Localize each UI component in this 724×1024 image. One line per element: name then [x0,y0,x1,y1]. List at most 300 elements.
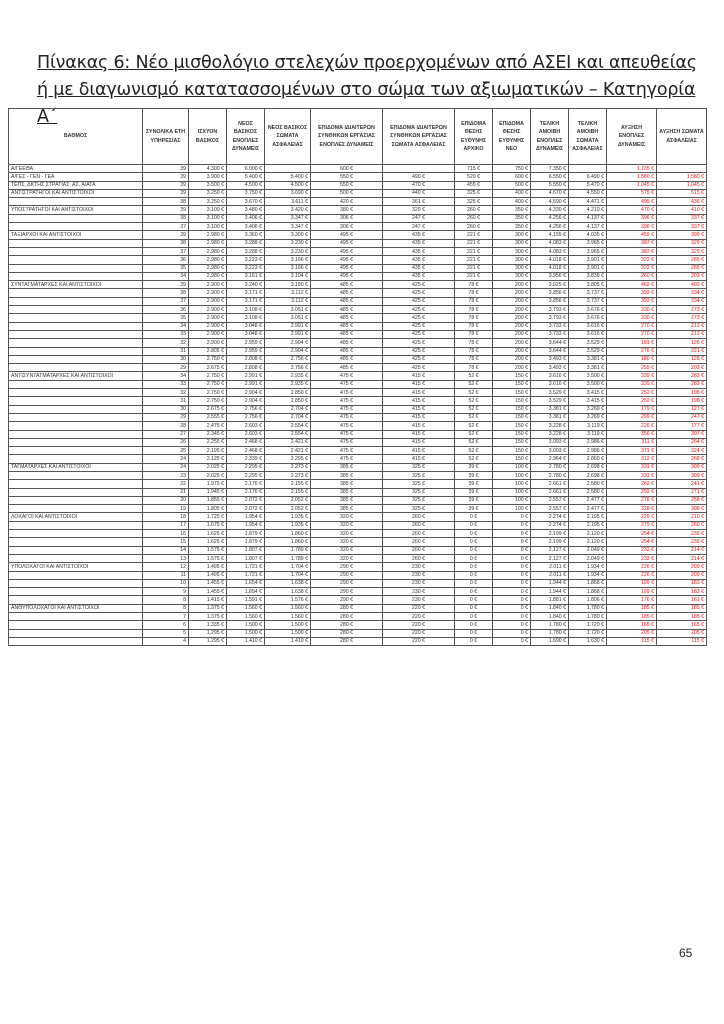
increase-cell: 334 € [657,297,707,305]
value-cell: 2.421 € [265,438,311,446]
value-cell: 100 € [493,488,531,496]
value-cell: 3.901 € [569,264,607,272]
value-cell: 4.590 € [531,198,569,206]
value-cell: 1.944 € [531,579,569,587]
value-cell: 300 € [493,231,531,239]
value-cell: 475 € [311,455,383,463]
value-cell: 415 € [383,455,455,463]
column-header: ΕΠΙΔΟΜΑ ΙΔΙΑΙΤΕΡΩΝ ΣΥΝΘΗΚΩΝ ΕΡΓΑΣΙΑΣ ΣΩΜΑΤΑ ΑΣΦΑΛΕΙΑΣ [383,109,455,165]
value-cell: 39 € [455,496,493,504]
value-cell: 2.780 € [531,471,569,479]
value-cell: 350 € [493,214,531,222]
value-cell: 39 € [455,505,493,513]
value-cell: 15 [143,538,189,546]
value-cell: 495 € [311,231,383,239]
value-cell: 3.611 € [265,198,311,206]
increase-cell: 210 € [657,513,707,521]
rank-cell [9,214,143,222]
table-row [9,447,707,455]
increase-cell: 1.045 € [607,181,657,189]
value-cell: 33 [143,380,189,388]
value-cell: 3.839 € [569,272,607,280]
value-cell: 2.255 € [189,438,227,446]
increase-cell: 115 € [657,637,707,645]
table-row [9,546,707,554]
value-cell: 7 [143,613,189,621]
value-cell: 300 € [493,272,531,280]
increase-cell: 337 € [657,214,707,222]
increase-cell: 128 € [657,355,707,363]
value-cell: 4.500 € [265,181,311,189]
increase-cell: 183 € [657,588,707,596]
increase-cell: 185 € [657,604,707,612]
increase-cell: 265 € [657,264,707,272]
table-row [9,629,707,637]
value-cell: 200 € [493,347,531,355]
page-number: 65 [679,946,693,960]
value-cell: 4.256 € [531,223,569,231]
increase-cell: 328 € [607,505,657,513]
value-cell: 8 [143,604,189,612]
value-cell: 320 € [311,513,383,521]
rank-cell [9,306,143,314]
value-cell: 325 € [383,480,455,488]
value-cell: 2.273 € [265,471,311,479]
increase-cell: 258 € [657,496,707,504]
increase-cell: 283 € [657,372,707,380]
table-row [9,223,707,231]
table-row [9,297,707,305]
value-cell: 2.155 € [265,488,311,496]
value-cell: 3.644 € [531,339,569,347]
rank-cell: ΥΠΟΛΟΧΑΓΟΙ ΚΑΙ ΑΝΤΙΣΤΟΙΧΟΙ [9,563,143,571]
increase-cell: 470 € [607,206,657,214]
value-cell: 2.011 € [531,571,569,579]
value-cell: 425 € [383,289,455,297]
value-cell: 2.295 € [227,463,265,471]
table-row [9,389,707,397]
value-cell: 31 [143,397,189,405]
value-cell: 38 [143,239,189,247]
value-cell: 306 € [311,214,383,222]
rank-cell [9,297,143,305]
increase-cell: 252 € [607,397,657,405]
increase-cell: 396 € [607,223,657,231]
value-cell: 5 [143,629,189,637]
value-cell: 13 [143,554,189,562]
increase-cell: 226 € [607,422,657,430]
value-cell: 3.529 € [569,347,607,355]
value-cell: 3.493 € [531,364,569,372]
value-cell: 2.991 € [227,380,265,388]
value-cell: 31 [143,347,189,355]
value-cell: 0 € [455,563,493,571]
increase-cell: 265 € [657,256,707,264]
value-cell: 2.964 € [531,455,569,463]
value-cell: 2.025 € [189,463,227,471]
value-cell: 495 € [311,247,383,255]
increase-cell: 254 € [607,538,657,546]
table-row [9,621,707,629]
value-cell: 221 € [455,239,493,247]
table-row [9,264,707,272]
value-cell: 490 € [383,173,455,181]
table-row [9,339,707,347]
value-cell: 2.468 € [227,447,265,455]
increase-cell: 322 € [607,256,657,264]
increase-cell: 199 € [607,588,657,596]
increase-cell: 205 € [607,629,657,637]
value-cell: 475 € [311,413,383,421]
increase-cell: 213 € [657,330,707,338]
value-cell: 4.018 € [531,256,569,264]
value-cell: 385 € [311,471,383,479]
value-cell: 52 € [455,372,493,380]
increase-cell: 247 € [657,413,707,421]
value-cell: 2.661 € [531,480,569,488]
value-cell: 34 [143,322,189,330]
value-cell: 3.856 € [531,289,569,297]
value-cell: 425 € [383,306,455,314]
value-cell: 39 € [455,471,493,479]
value-cell: 1.375 € [189,604,227,612]
value-cell: 3.119 € [569,422,607,430]
increase-cell: 235 € [657,530,707,538]
value-cell: 415 € [383,438,455,446]
value-cell: 306 € [311,223,383,231]
increase-cell: 273 € [657,314,707,322]
increase-cell: 459 € [607,231,657,239]
value-cell: 2.850 € [265,389,311,397]
value-cell: 0 € [455,546,493,554]
value-cell: 78 € [455,330,493,338]
value-cell: 0 € [455,579,493,587]
increase-cell: 185 € [607,604,657,612]
value-cell: 1.575 € [189,546,227,554]
value-cell: 3.108 € [227,306,265,314]
value-cell: 2.750 € [189,397,227,405]
table-row [9,513,707,521]
value-cell: 78 € [455,355,493,363]
value-cell [569,165,607,173]
value-cell: 2.339 € [227,455,265,463]
value-cell: 2.125 € [189,455,227,463]
value-cell: 52 € [455,397,493,405]
value-cell: 1.704 € [265,571,311,579]
increase-cell: 329 € [657,247,707,255]
value-cell: 0 € [493,629,531,637]
value-cell: 300 € [493,256,531,264]
table-row [9,173,707,181]
value-cell: 495 € [311,256,383,264]
increase-cell: 339 € [607,380,657,388]
value-cell: 150 € [493,405,531,413]
rank-cell [9,314,143,322]
value-cell: 11 [143,571,189,579]
value-cell: 230 € [383,588,455,596]
value-cell: 0 € [493,530,531,538]
value-cell: 17 [143,521,189,529]
value-cell: 4.137 € [569,214,607,222]
value-cell: 2.274 € [531,513,569,521]
increase-cell: 235 € [657,538,707,546]
value-cell: 5.400 € [265,173,311,181]
value-cell: 2.698 € [569,463,607,471]
value-cell: 260 € [455,214,493,222]
increase-cell: 214 € [657,554,707,562]
value-cell: 14 [143,546,189,554]
value-cell: 500 € [311,189,383,197]
value-cell: 325 € [455,189,493,197]
table-row [9,247,707,255]
rank-cell: ΛΟΧΑΓΟΙ ΚΑΙ ΑΝΤΙΣΤΟΙΧΟΙ [9,513,143,521]
value-cell: 1.789 € [265,554,311,562]
value-cell: 3.269 € [569,413,607,421]
table-row [9,272,707,280]
rank-cell [9,480,143,488]
rank-cell [9,613,143,621]
value-cell: 3.690 € [265,189,311,197]
value-cell: 2.900 € [189,281,227,289]
value-cell: 24 [143,455,189,463]
value-cell: 200 € [493,355,531,363]
value-cell: 280 € [311,604,383,612]
value-cell: 220 € [383,604,455,612]
value-cell: 4.155 € [531,231,569,239]
value-cell: 3.180 € [265,281,311,289]
value-cell: 1.780 € [569,613,607,621]
value-cell: 3.644 € [531,347,569,355]
value-cell: 3.093 € [531,447,569,455]
table-row [9,471,707,479]
value-cell: 52 € [455,422,493,430]
increase-cell: 393 € [607,297,657,305]
value-cell: 4.083 € [531,247,569,255]
value-cell: 1.934 € [569,563,607,571]
value-cell: 3.051 € [265,306,311,314]
increase-cell: 161 € [657,596,707,604]
value-cell: 33 [143,330,189,338]
increase-cell: 299 € [607,413,657,421]
header-row [9,109,707,165]
table-row [9,438,707,446]
value-cell: 3.793 € [531,306,569,314]
value-cell: 2.049 € [569,554,607,562]
value-cell: 39 [143,231,189,239]
value-cell: 200 € [493,289,531,297]
increase-cell: 213 € [657,322,707,330]
value-cell: 1.455 € [189,588,227,596]
value-cell: 4.500 € [227,181,265,189]
value-cell: 2.980 € [189,239,227,247]
value-cell: 3.288 € [227,239,265,247]
table-row [9,214,707,222]
value-cell: 39 [143,206,189,214]
value-cell: 350 € [493,223,531,231]
value-cell: 435 € [383,231,455,239]
value-cell: 221 € [455,272,493,280]
value-cell: 36 [143,256,189,264]
value-cell: 550 € [311,181,383,189]
value-cell: 2.904 € [265,339,311,347]
increase-cell: 283 € [657,380,707,388]
value-cell: 1.410 € [227,637,265,645]
value-cell: 2.274 € [531,521,569,529]
table-row [9,405,707,413]
value-cell: 415 € [383,413,455,421]
increase-cell: 255 € [607,364,657,372]
value-cell: 495 € [311,272,383,280]
value-cell: 1.495 € [189,571,227,579]
value-cell: 39 € [455,480,493,488]
value-cell: 1.500 € [227,629,265,637]
value-cell: 3.223 € [227,264,265,272]
increase-cell: 1.580 € [657,173,707,181]
value-cell: 78 € [455,339,493,347]
value-cell: 425 € [383,330,455,338]
value-cell: 150 € [493,372,531,380]
value-cell: 420 € [311,198,383,206]
value-cell: 27 [143,430,189,438]
value-cell: 3.901 € [569,256,607,264]
value-cell: 100 € [493,471,531,479]
value-cell: 425 € [383,355,455,363]
increase-cell: 1.735 € [607,165,657,173]
increase-cell: 126 € [657,339,707,347]
table-row [9,588,707,596]
value-cell: 4.137 € [569,223,607,231]
value-cell: 2.900 € [189,306,227,314]
value-cell: 2.052 € [265,496,311,504]
table-row [9,604,707,612]
value-cell: 2.756 € [227,413,265,421]
increase-cell: 115 € [607,637,657,645]
value-cell: 1.335 € [189,621,227,629]
value-cell: 1.654 € [227,579,265,587]
rank-cell [9,579,143,587]
value-cell: 24 [143,463,189,471]
value-cell: 0 € [455,621,493,629]
value-cell: 475 € [311,380,383,388]
value-cell: 0 € [455,530,493,538]
increase-cell: 279 € [607,521,657,529]
value-cell: 3.048 € [227,330,265,338]
value-cell: 2.675 € [189,405,227,413]
value-cell: 350 € [493,206,531,214]
value-cell: 415 € [383,372,455,380]
value-cell: 2.756 € [227,405,265,413]
value-cell: 385 € [311,463,383,471]
value-cell: 0 € [493,621,531,629]
value-cell: 415 € [383,447,455,455]
value-cell: 0 € [493,613,531,621]
value-cell: 2.980 € [189,231,227,239]
table-row [9,380,707,388]
value-cell: 2.195 € [189,447,227,455]
value-cell: 2.477 € [569,496,607,504]
increase-cell: 183 € [657,579,707,587]
value-cell: 6.490 € [569,173,607,181]
value-cell: 1.675 € [189,521,227,529]
value-cell: 0 € [493,637,531,645]
value-cell: 385 € [311,480,383,488]
value-cell: 221 € [455,264,493,272]
increase-cell: 276 € [607,347,657,355]
value-cell: 2.959 € [227,339,265,347]
value-cell: 10 [143,579,189,587]
increase-cell: 177 € [657,422,707,430]
value-cell: 0 € [493,563,531,571]
value-cell: 300 € [493,264,531,272]
value-cell: 1.625 € [189,530,227,538]
value-cell: 3.381 € [569,355,607,363]
value-cell: 380 € [311,206,383,214]
value-cell: 2.860 € [569,455,607,463]
value-cell: 230 € [383,571,455,579]
value-cell: 0 € [493,588,531,596]
table-row [9,181,707,189]
value-cell: 0 € [455,513,493,521]
rank-cell [9,530,143,538]
value-cell: 2.900 € [189,314,227,322]
table-row [9,530,707,538]
value-cell: 29 [143,413,189,421]
value-cell: 2.756 € [265,364,311,372]
table-row [9,430,707,438]
value-cell: 200 € [493,314,531,322]
value-cell: 485 € [311,306,383,314]
value-cell: 290 € [311,596,383,604]
value-cell: 2.555 € [189,413,227,421]
value-cell: 3.223 € [227,256,265,264]
value-cell: 29 [143,364,189,372]
value-cell: 455 € [455,181,493,189]
value-cell: 3.347 € [265,223,311,231]
value-cell: 0 € [493,579,531,587]
value-cell: 200 € [493,306,531,314]
value-cell: 1.935 € [265,513,311,521]
value-cell: 9 [143,588,189,596]
value-cell: 200 € [493,281,531,289]
value-cell: 1.807 € [227,554,265,562]
column-header: ΣΥΝΟΛΙΚΑ ΕΤΗ ΥΠΗΡΕΣΙΑΣ [143,109,189,165]
value-cell: 1.721 € [227,571,265,579]
value-cell: 1.560 € [265,604,311,612]
increase-cell [657,165,707,173]
value-cell: 2.072 € [227,496,265,504]
table-row [9,505,707,513]
increase-cell: 198 € [657,389,707,397]
value-cell: 0 € [455,629,493,637]
value-cell: 425 € [383,281,455,289]
increase-cell: 322 € [607,264,657,272]
value-cell: 6.000 € [227,165,265,173]
value-cell: 3.529 € [531,389,569,397]
increase-cell: 330 € [607,314,657,322]
increase-cell: 185 € [657,613,707,621]
value-cell: 150 € [493,380,531,388]
value-cell: 415 € [383,389,455,397]
value-cell: 2.808 € [227,355,265,363]
increase-cell: 495 € [607,198,657,206]
value-cell: 2.603 € [227,430,265,438]
value-cell: 475 € [311,430,383,438]
value-cell: 1.879 € [227,530,265,538]
increase-cell: 410 € [657,206,707,214]
value-cell: 3.676 € [569,314,607,322]
value-cell: 2.603 € [227,422,265,430]
value-cell: 52 € [455,380,493,388]
